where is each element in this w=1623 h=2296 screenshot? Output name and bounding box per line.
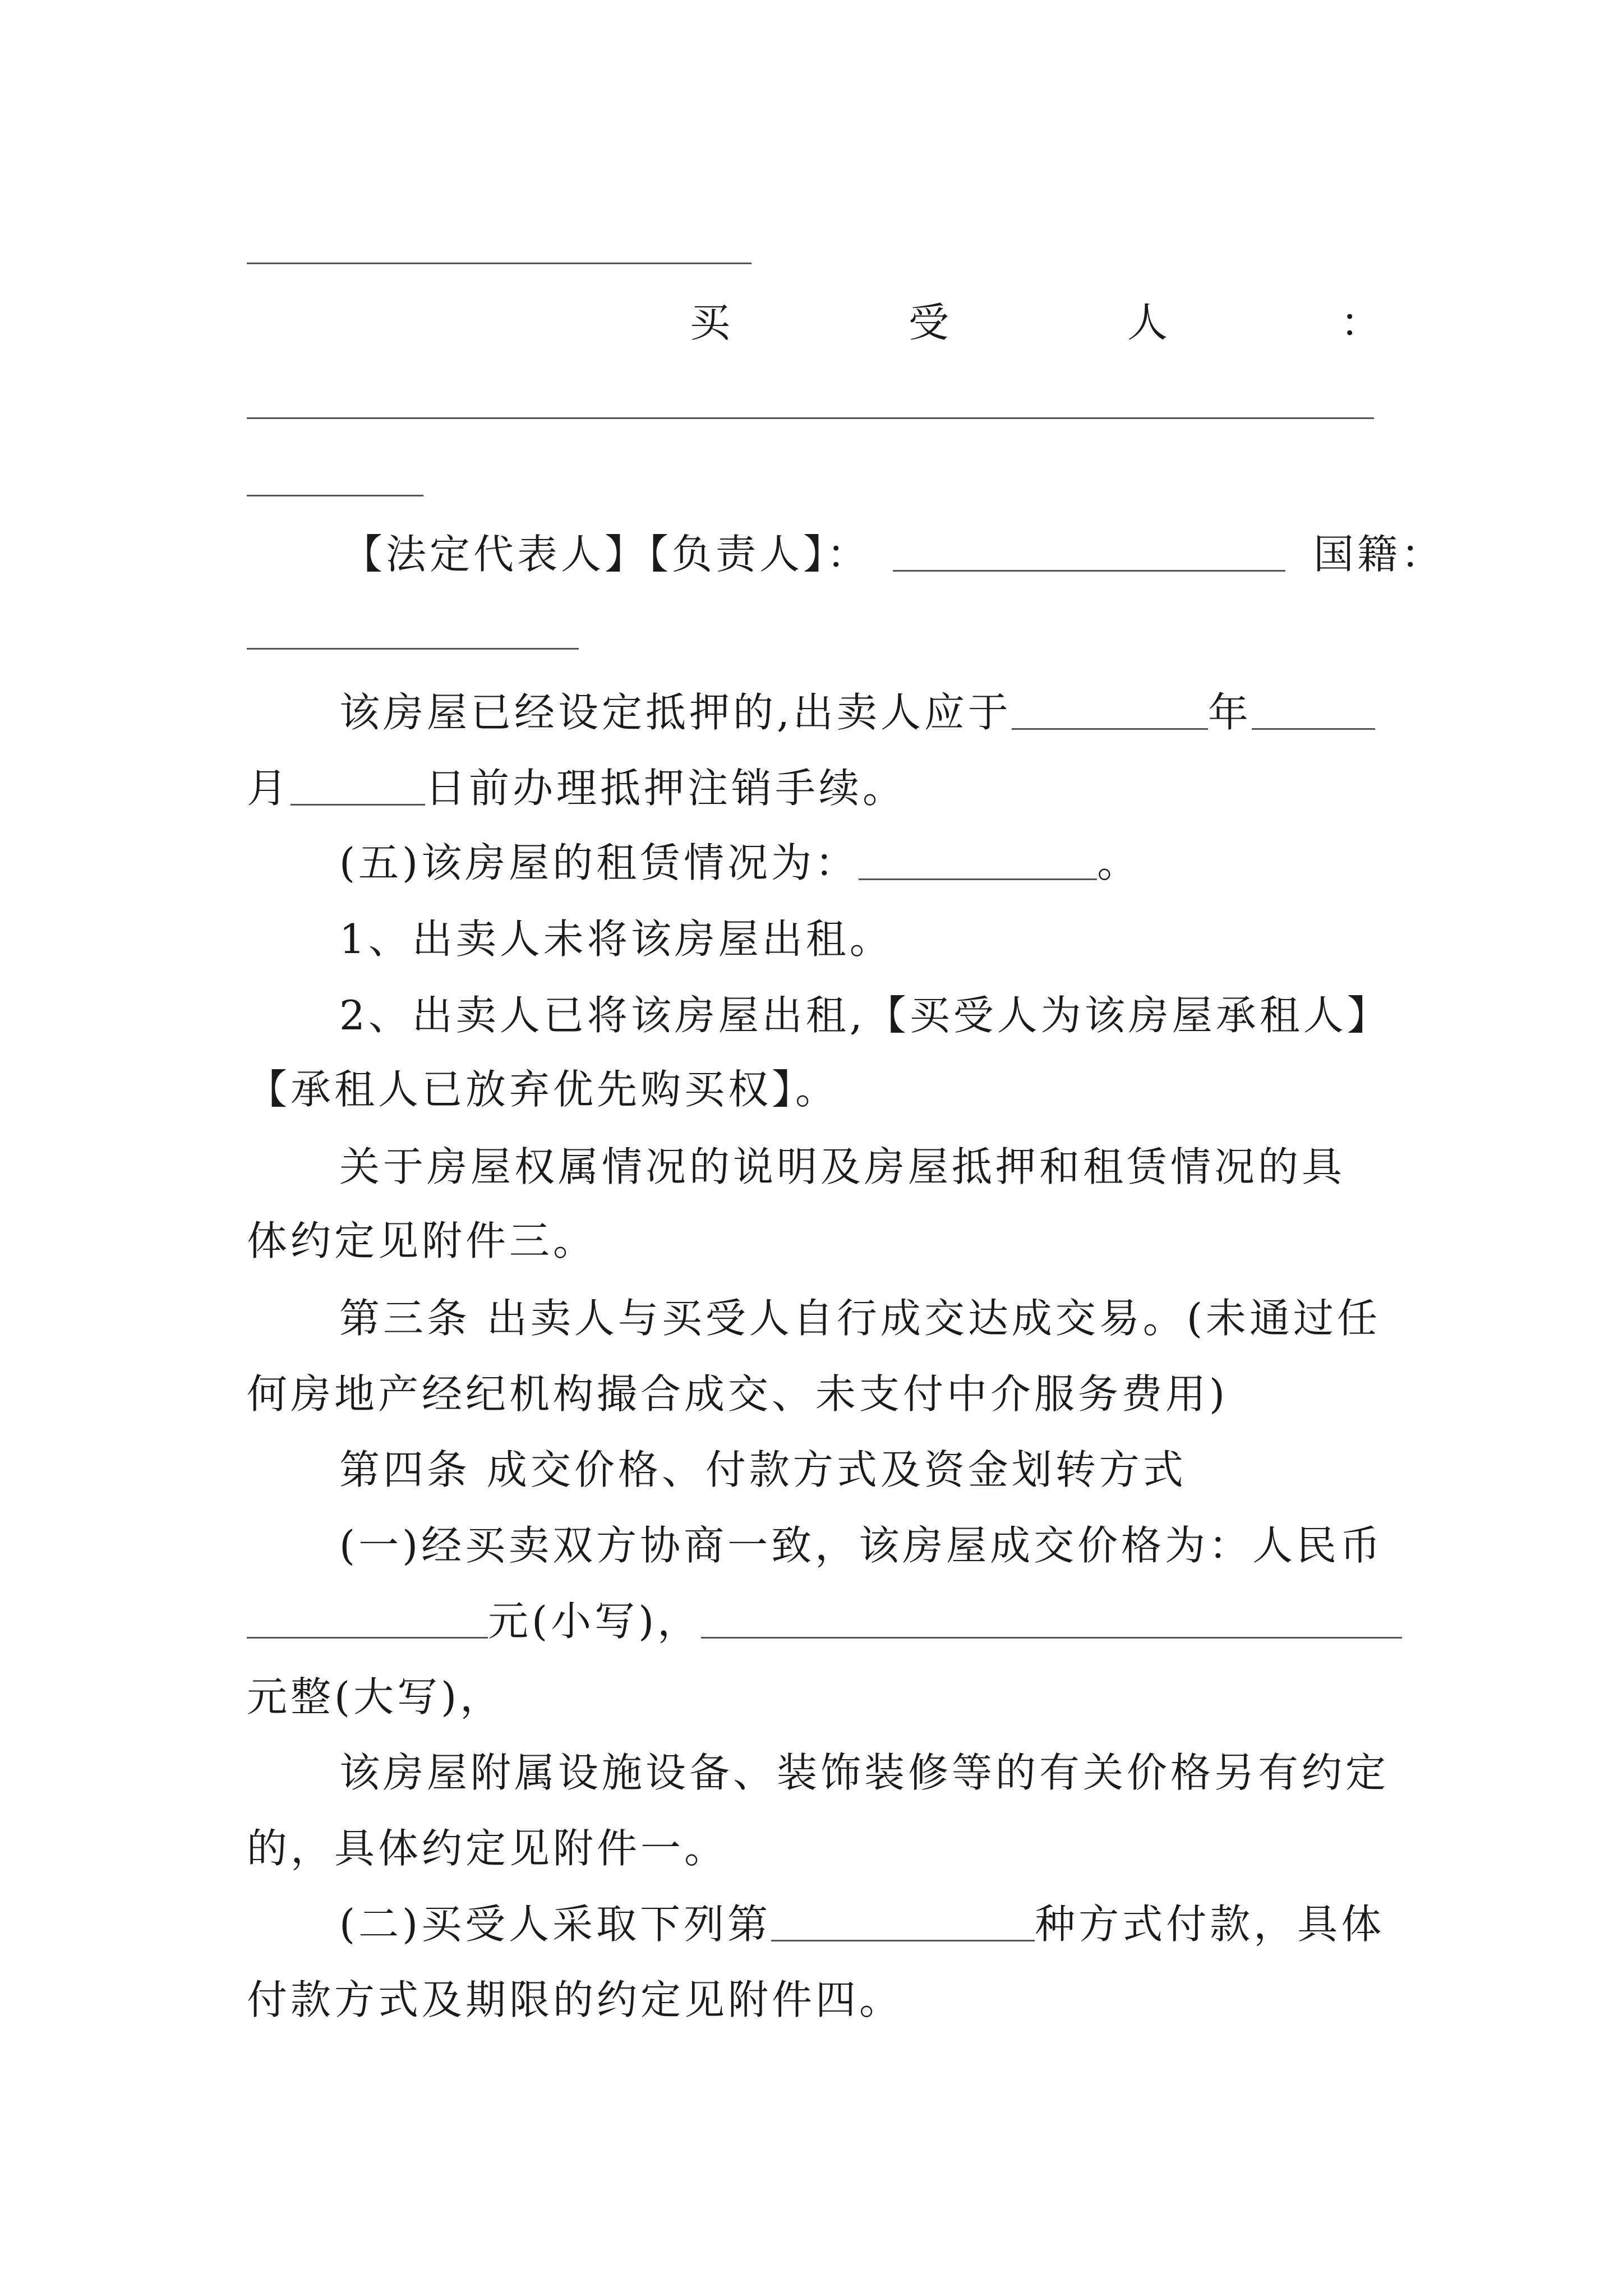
paragraph: 的，具体约定见附件一。 bbox=[247, 1825, 728, 1872]
price-small-blank[interactable] bbox=[247, 1598, 488, 1639]
legal-rep-blank[interactable] bbox=[893, 531, 1285, 572]
mortgage-day-blank[interactable] bbox=[291, 765, 425, 806]
payment-text: 种方式付款，具体 bbox=[1035, 1901, 1385, 1948]
article-3: 何房地产经纪机构撮合成交、未支付中介服务费用) bbox=[247, 1370, 1229, 1418]
payment-method-blank[interactable] bbox=[771, 1901, 1035, 1941]
paragraph bbox=[247, 760, 906, 816]
paragraph bbox=[247, 1593, 1402, 1649]
mortgage-text: 日前办理抵押注销手续。 bbox=[425, 765, 907, 812]
mortgage-year-blank[interactable] bbox=[1012, 689, 1208, 730]
paragraph: 元整(大写)， bbox=[247, 1673, 504, 1720]
nationality-label: 国籍： bbox=[1313, 531, 1445, 578]
year-label: 年 bbox=[1207, 689, 1252, 736]
paragraph bbox=[339, 1896, 1385, 1952]
article-4-title: 第四条 成交价格、付款方式及资金划转方式 bbox=[339, 1446, 1187, 1493]
buyer-char-4: ： bbox=[1340, 299, 1381, 346]
blank-line bbox=[247, 495, 423, 496]
paragraph bbox=[339, 684, 1375, 740]
blank-line bbox=[247, 648, 579, 650]
paragraph bbox=[339, 835, 1141, 891]
paragraph: 【承租人已放弃优先购买权】。 bbox=[247, 1066, 840, 1113]
mortgage-month-blank[interactable] bbox=[1252, 689, 1375, 730]
blank-line bbox=[247, 263, 751, 264]
buyer-char-1: 买 bbox=[690, 299, 731, 346]
month-label: 月 bbox=[247, 765, 291, 812]
price-big-blank[interactable] bbox=[701, 1598, 1402, 1639]
article-3: 第三条 出卖人与买受人自行成交达成交易。(未通过任 bbox=[339, 1295, 1381, 1342]
buyer-char-2: 受 bbox=[909, 299, 949, 346]
payment-text: (二)买受人采取下列第 bbox=[339, 1901, 772, 1948]
paragraph: (一)经买卖双方协商一致，该房屋成交价格为：人民币 bbox=[339, 1522, 1384, 1569]
paragraph: 1、出卖人未将该房屋出租。 bbox=[339, 915, 893, 963]
lease-blank[interactable] bbox=[859, 839, 1097, 880]
paragraph: 体约定见附件三。 bbox=[247, 1217, 597, 1264]
price-small-label: 元(小写)， bbox=[488, 1598, 702, 1645]
buyer-char-3: 人 bbox=[1127, 299, 1168, 346]
paragraph: 2、出卖人已将该房屋出租,【买受人为该房屋承租人】 bbox=[339, 992, 1391, 1039]
blank-line bbox=[247, 417, 1374, 419]
mortgage-text: 该房屋已经设定抵押的,出卖人应于 bbox=[339, 689, 1012, 736]
legal-rep-line bbox=[342, 526, 1445, 582]
paragraph: 该房屋附属设施设备、装饰装修等的有关价格另有约定 bbox=[339, 1749, 1390, 1796]
legal-rep-label: 【法定代表人】【负责人】： bbox=[342, 531, 871, 578]
lease-intro: (五)该房屋的租赁情况为： bbox=[339, 839, 859, 886]
punctuation: 。 bbox=[1097, 839, 1141, 886]
paragraph: 付款方式及期限的约定见附件四。 bbox=[247, 1976, 903, 2023]
paragraph: 关于房屋权属情况的说明及房屋抵押和租赁情况的具 bbox=[339, 1143, 1346, 1190]
